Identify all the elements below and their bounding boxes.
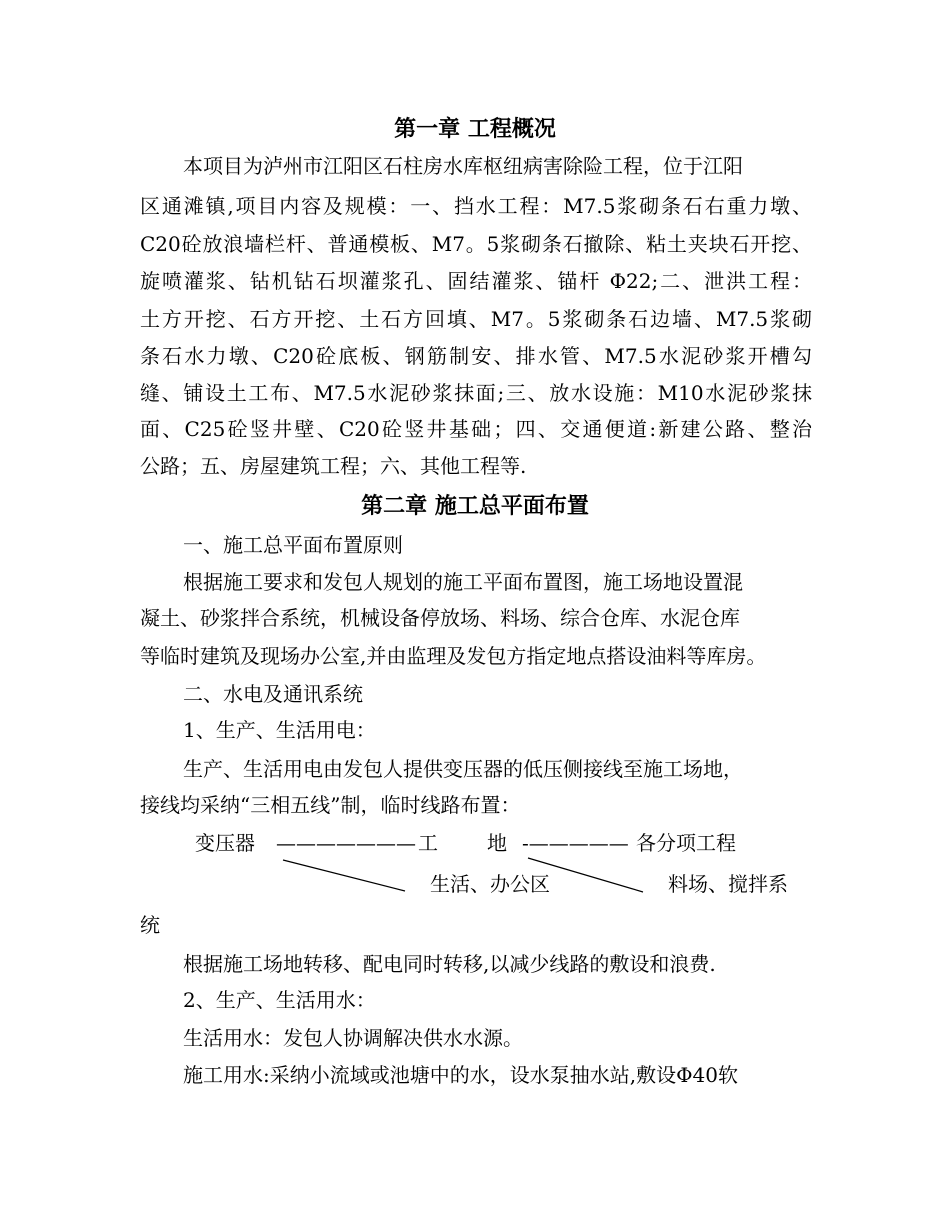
chapter-1-title: 第一章 工程概况 [394, 116, 556, 142]
chapter-1-line-6: 条石水力墩、C20砼底板、钢筋制安、排水管、M7.5水泥砂浆开槽勾 [140, 344, 812, 368]
section-1-line-3: 等临时建筑及现场办公室,并由监理及发包方指定地点搭设油料等库房。 [140, 644, 767, 668]
after-diagram-text: 根据施工场地转移、配电同时转移,以减少线路的敷设和浪费. [183, 952, 716, 976]
section-2-heading: 二、水电及通讯系统 [183, 682, 363, 706]
chapter-1-line-2: 区通滩镇,项目内容及规模：一、挡水工程：M7.5浆砌条石右重力墩、 [140, 194, 812, 218]
diagram-site-1: 工 [418, 831, 438, 855]
diagram-living-office: 生活、办公区 [430, 872, 550, 896]
diagram-branch-line-living [283, 860, 405, 891]
diagram-materials-mixing: 料场、搅拌系 [668, 872, 788, 896]
section-1-line-1: 根据施工要求和发包人规划的施工平面布置图，施工场地设置混 [183, 570, 743, 594]
section-1-line-2: 凝土、砂浆拌合系统，机械设备停放场、料场、综合仓库、水泥仓库 [140, 606, 740, 630]
water-heading: 2、生产、生活用水： [183, 988, 376, 1012]
diagram-transformer: 变压器 [195, 831, 255, 855]
diagram-dash-right: -————— [522, 831, 629, 855]
diagram-site-2: 地 [487, 831, 507, 855]
chapter-1-line-5: 土方开挖、石方开挖、土石方回填、M7。5浆砌条石边墙、M7.5浆砌 [140, 307, 812, 331]
chapter-1-line-1: 本项目为泸州市江阳区石柱房水库枢纽病害除险工程，位于江阳 [183, 154, 743, 178]
diagram-branches: 各分项工程 [636, 831, 736, 855]
diagram-dash-left: ——————— [276, 831, 416, 855]
chapter-1-line-4: 旋喷灌浆、钻机钻石坝灌浆孔、固结灌浆、锚杆 Φ22;二、泄洪工程： [140, 269, 812, 293]
power-line-2: 接线均采纳“三相五线”制，临时线路布置： [140, 793, 521, 817]
power-heading: 1、生产、生活用电： [183, 718, 376, 742]
power-line-1: 生产、生活用电由发包人提供变压器的低压侧接线至施工场地， [183, 757, 743, 781]
chapter-1-line-7: 缝、铺设土工布、M7.5水泥砂浆抹面;三、放水设施：M10水泥砂浆抹 [140, 381, 812, 405]
section-1-heading: 一、施工总平面布置原则 [183, 533, 403, 557]
chapter-1-line-3: C20砼放浪墙栏杆、普通模板、M7。5浆砌条石撤除、粘土夹块石开挖、 [140, 232, 812, 256]
diagram-wrap: 统 [140, 913, 160, 937]
chapter-1-line-9: 公路；五、房屋建筑工程；六、其他工程等. [140, 454, 527, 478]
construction-water-text: 施工用水:采纳小流域或池塘中的水，设水泵抽水站,敷设Φ40软 [183, 1063, 738, 1087]
living-water-text: 生活用水：发包人协调解决供水水源。 [183, 1026, 523, 1050]
chapter-2-title: 第二章 施工总平面布置 [361, 493, 589, 519]
chapter-1-line-8: 面、C25砼竖井壁、C20砼竖井基础；四、交通便道:新建公路、整治 [140, 417, 812, 441]
